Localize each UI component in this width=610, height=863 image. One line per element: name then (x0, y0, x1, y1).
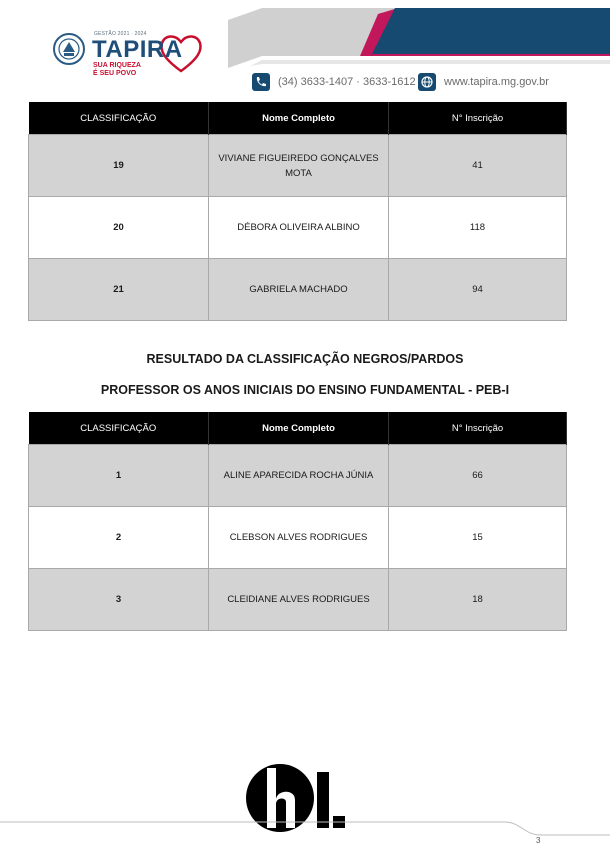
cell-inscricao: 18 (389, 569, 567, 631)
table-row (29, 445, 567, 507)
classification-table-1 (28, 102, 567, 321)
tapira-logo (50, 28, 200, 80)
cell-classificacao: 1 (29, 445, 209, 507)
cell-classificacao: 19 (29, 135, 209, 197)
footer-decoration (0, 820, 610, 863)
cell-nome: ALINE APARECIDA ROCHA JÚNIA (209, 445, 389, 507)
table-row (29, 259, 567, 321)
globe-icon (418, 73, 436, 91)
website-text: www.tapira.mg.gov.br (444, 76, 549, 88)
table-row (29, 135, 567, 197)
table-row (29, 569, 567, 631)
cell-inscricao: 15 (389, 507, 567, 569)
cell-classificacao: 2 (29, 507, 209, 569)
header-inscricao: N° Inscrição (389, 412, 567, 445)
header-classificacao: CLASSIFICAÇÃO (29, 102, 209, 135)
cell-classificacao: 20 (29, 197, 209, 259)
contact-phone (252, 72, 416, 92)
section-subtitle: PROFESSOR OS ANOS INICIAIS DO ENSINO FUNDAMENTAL - PEB-I (100, 383, 510, 397)
cell-nome: DÉBORA OLIVEIRA ALBINO (209, 197, 389, 259)
phone-text: (34) 3633-1407 · 3633-1612 (278, 76, 416, 88)
logo-slogan-line1: SUA RIQUEZA (93, 62, 141, 69)
cell-inscricao: 118 (389, 197, 567, 259)
phone-icon (252, 73, 270, 91)
cell-classificacao: 21 (29, 259, 209, 321)
section-title: RESULTADO DA CLASSIFICAÇÃO NEGROS/PARDOS (146, 352, 464, 366)
logo-brand: TAPIRA (92, 36, 183, 63)
header-classificacao: CLASSIFICAÇÃO (29, 412, 209, 445)
cell-inscricao: 66 (389, 445, 567, 507)
table-header-row (29, 102, 567, 135)
cell-nome: CLEBSON ALVES RODRIGUES (209, 507, 389, 569)
page-header (0, 0, 610, 100)
cell-nome: CLEIDIANE ALVES RODRIGUES (209, 569, 389, 631)
header-nome-completo: Nome Completo (209, 412, 389, 445)
cell-inscricao: 41 (389, 135, 567, 197)
header-nome-completo: Nome Completo (209, 102, 389, 135)
city-seal-icon (52, 32, 86, 66)
table-row (29, 197, 567, 259)
cell-nome: GABRIELA MACHADO (209, 259, 389, 321)
cell-inscricao: 94 (389, 259, 567, 321)
table-header-row (29, 412, 567, 445)
table-row (29, 507, 567, 569)
cell-classificacao: 3 (29, 569, 209, 631)
classification-table-2 (28, 412, 567, 631)
page-number: 3 (536, 836, 541, 845)
header-inscricao: N° Inscrição (389, 102, 567, 135)
contact-website (418, 72, 549, 92)
logo-years: GESTÃO 2021 · 2024 (94, 31, 147, 37)
cell-nome: VIVIANE FIGUEIREDO GONÇALVES MOTA (209, 135, 389, 197)
logo-slogan-line2: É SEU POVO (93, 70, 137, 77)
